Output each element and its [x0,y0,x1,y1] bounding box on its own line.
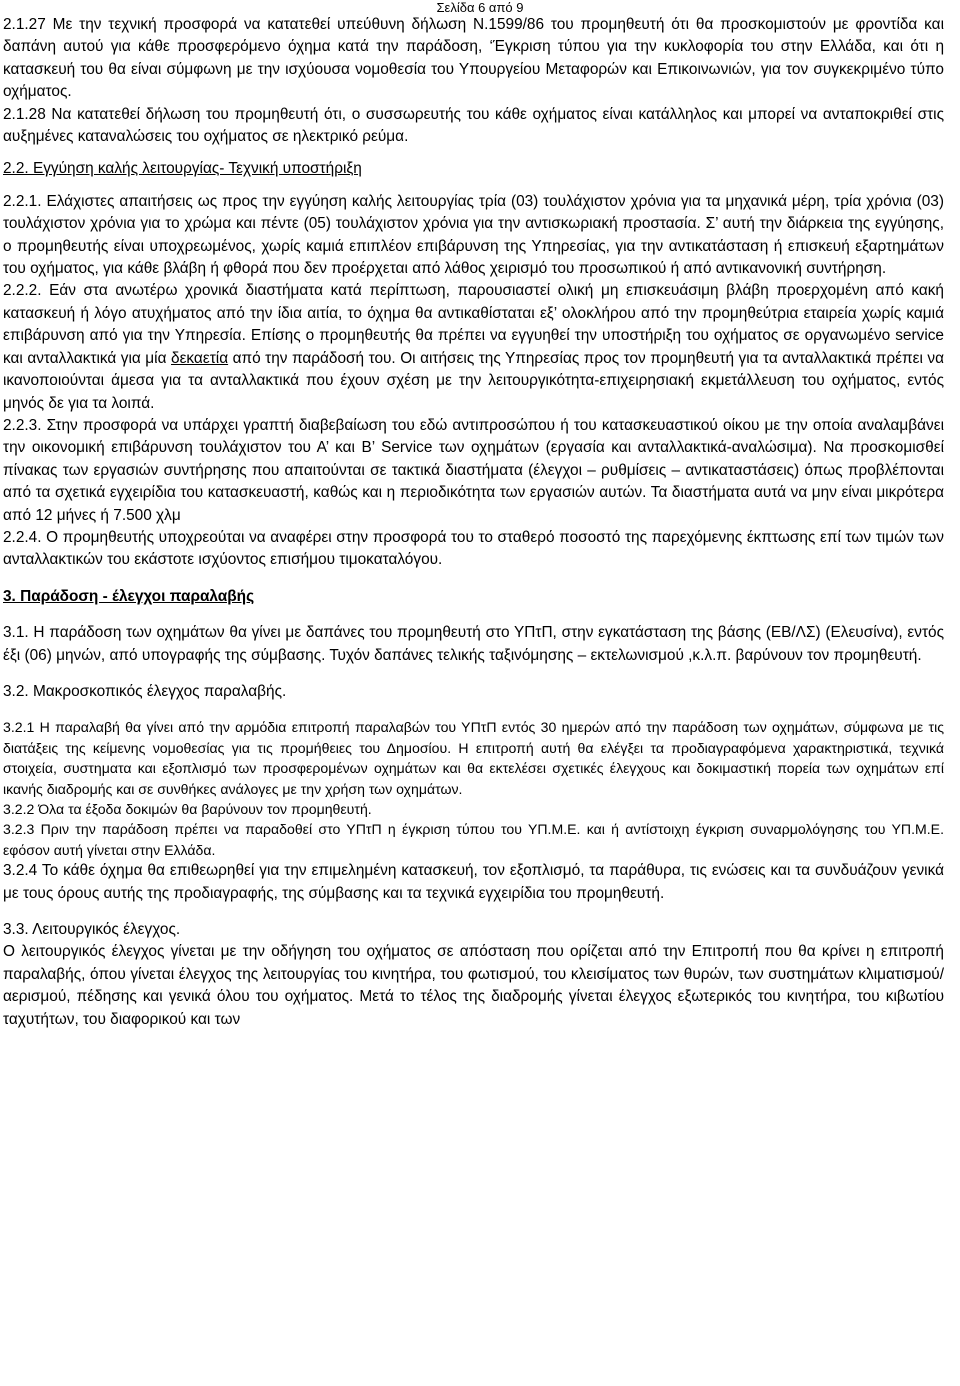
paragraph-3-1: 3.1. Η παράδοση των οχημάτων θα γίνει με δαπάνες του προμηθευτή στο ΥΠτΠ, στην εγκατάσταση της βάσης (ΕΒ/ΛΣ) (Ελευσίνα), εντός έξι (06) μηνών, από υπογραφής της σύμβασης. Τυχόν δαπάνες τελικής ταξινόμησης – εκτελωνισμού ,κ.λ.π. βαρύνουν τον προμηθευτή. [3,624,944,664]
page-number: Σελίδα 6 από 9 [436,0,524,15]
paragraph-2-2-2-part-b: από την παράδοσή του. Οι αιτήσεις της Υπηρεσίας προς τον προμηθευτή για τα ανταλλακτικά πρέπει να ικανοποιούνται άμεσα για τα ανταλλακτικά που έχουν σχέση με την λειτουργικότητα-επιχειρησιακή εκμετάλλευση του οχήματος, εντός μηνός δε για τα λοιπά. [3,349,945,412]
paragraph-2-2-1: 2.2.1. Ελάχιστες απαιτήσεις ως προς την εγγύηση καλής λειτουργίας τρία (03) τουλάχιστον χρόνια για τα μηχανικά μέρη, τρία χρόνια (03) τουλάχιστον χρόνια για το χρώμα και πέντε (05) τουλάχιστον χρόνια για την αντισκωριακή προστασία. Σ’ αυτή την διάρκεια της εγγύησης, ο προμηθευτής είναι υποχρεωμένος, χωρίς καμιά επιπλέον επιβάρυνση της Υπηρεσίας, για την αντικατάσταση ή επισκευή εξαρτημάτων του οχήματος, για κάθε βλάβη ή φθορά που δεν προέρχεται από λάθος χειρισμό του προσωπικού ή από αντικανονική συντήρηση. [3,192,944,278]
heading-2-2: 2.2. Εγγύηση καλής λειτουργίας- Τεχνική υποστήριξη [3,160,362,178]
paragraph-3-2-3: 3.2.3 Πριν την παράδοση πρέπει να παραδοθεί στο ΥΠτΠ η έγκριση τύπου του ΥΠ.Μ.Ε. και ή αντίστοιχη έγκριση συναρμολόγησης του ΥΠ.Μ.Ε. εφόσον αυτή γίνεται στην Ελλάδα. [3,821,944,858]
heading-3: 3. Παράδοση - έλεγχοι παραλαβής [3,587,255,605]
paragraph-2-2-4: 2.2.4. Ο προμηθευτής υποχρεούται να αναφέρει στην προσφορά του το σταθερό ποσοστό της παρεχόμενης έκπτωσης επί των τιμών των ανταλλακτικών του εκάστοτε ισχύοντος επισήμου τιμοκαταλόγου. [3,528,944,569]
paragraph-2-1-28: 2.1.28 Να κατατεθεί δήλωση του προμηθευτή ότι, ο συσσωρευτής του κάθε οχήματος είναι κατάλληλος και μπορεί να ανταποκριθεί στις αυξημένες καταναλώσεις του οχήματος σε ηλεκτρικό ρεύμα. [3,105,944,146]
paragraph-3-2-4: 3.2.4 Το κάθε όχημα θα επιθεωρηθεί για την επιμελημένη κατασκευή, τον εξοπλισμό, τα παράθυρα, τις ενώσεις και τα συνδυάζουν γενικά με τους όρους αυτής της προδιαγραφής, της σύμβασης και τα τεχνικά εγχειρίδια του προμηθευτή. [3,862,944,902]
document-body [3,14,944,1031]
paragraph-2-2-2 [3,280,944,414]
heading-3-2: 3.2. Μακροσκοπικός έλεγχος παραλαβής. [3,682,287,700]
underlined-decade: δεκαετία [171,349,229,367]
paragraph-2-1-27: 2.1.27 Με την τεχνική προσφορά να κατατεθεί υπεύθυνη δήλωση Ν.1599/86 του προμηθευτή ότι θα προσκομιστούν με φροντίδα και δαπάνη αυτού για κάθε προσφερόμενο όχημα κατά την παράδοση, ‘Έγκριση τύπου για την κυκλοφορία του στην Ελλάδα, και ότι η κατασκευή του θα είναι σύμφωνη με την ισχύουσα νομοθεσία του Υπουργείου Μεταφορών και Επικοινωνιών, για τον συγκεκριμένο τύπο οχήματος. [3,16,944,101]
paragraph-3-2-2: 3.2.2 Όλα τα έξοδα δοκιμών θα βαρύνουν τον προμηθευτή. [3,801,372,817]
paragraph-3-2-1: 3.2.1 Η παραλαβή θα γίνει από την αρμόδια επιτροπή παραλαβών του ΥΠτΠ εντός 30 ημερών από την παράδοση των οχημάτων, σύμφωνα με τις διατάξεις της κείμενης νομοθεσίας για τις προμήθειες του Δημοσίου. Η επιτροπή αυτή θα ελέγξει τα προδιαγραφόμενα χαρακτηριστικά, τεχνικά στοιχεία, συστηματα και εξοπλισμό των προσφερομένων οχημάτων και θα εκτελέσει σχετικές έλεγχους και δοκιμαστική πορεία των οχημάτων επί ικανής διαδρομής και σε συνθήκες ανάλογες με την χρήση των οχημάτων. [3,719,944,797]
heading-3-3: 3.3. Λειτουργικός έλεγχος. [3,921,181,939]
paragraph-2-2-3: 2.2.3. Στην προσφορά να υπάρχει γραπτή διαβεβαίωση του εδώ αντιπροσώπου ή του κατασκευαστικού οίκου με την οποία αναλαμβάνει την οικονομική επιβάρυνση τουλάχιστον του Α’ και Β’ Service των οχημάτων (εργασία και ανταλλακτικά-αναλώσιμα). Να προσκομισθεί πίνακας των εργασιών συντήρησης που απαιτούνται σε τακτικά διαστήματα (έλεγχοι – ρυθμίσεις – αντικαταστάσεις) όπως προβλέπονται από τα σχετικά εγχειρίδια του κατασκευαστή, καθώς και η περιοδικότητα των εργασιών αυτών. Τα διαστήματα αυτά να μην είναι μικρότερα από 12 μήνες ή 7.500 χλμ [3,416,944,524]
paragraph-2-2-2-part-a: 2.2.2. Εάν στα ανωτέρω χρονικά διαστήματα κατά περίπτωση, παρουσιαστεί ολική μη επισκευάσιμη βλάβη προερχομένη από κακή κατασκευή ή λόγο ατυχήματος από την ίδια αιτία, το όχημα θα αντικαθίσταται εξ’ ολοκλήρου από την προμηθεύτρια εταιρεία χωρίς καμιά επιβάρυνση από για την Υπηρεσία. Επίσης ο προμηθευτής θα πρέπει να εγγυηθεί την υποστήριξη του οχήματος σε οργανωμένο service και ανταλλακτικά για μία [3,282,944,367]
paragraph-3-3: Ο λειτουργικός έλεγχος γίνεται με την οδήγηση του οχήματος σε απόσταση που ορίζεται από την Επιτροπή που θα κρίνει η επιτροπή παραλαβής, όπου γίνεται έλεγχος της λειτουργίας του κινητήρα, του φωτισμού, του κλεισίματος των θυρών, των συστημάτων κλιματισμού/αερισμού, πέδησης και γενικά όλου του οχήματος. Μετά το τέλος της διαδρομής γίνεται έλεγχος εξωτερικός του κινητήρα, του κιβωτίου ταχυτήτων, του διαφορικού και των [3,943,944,1028]
